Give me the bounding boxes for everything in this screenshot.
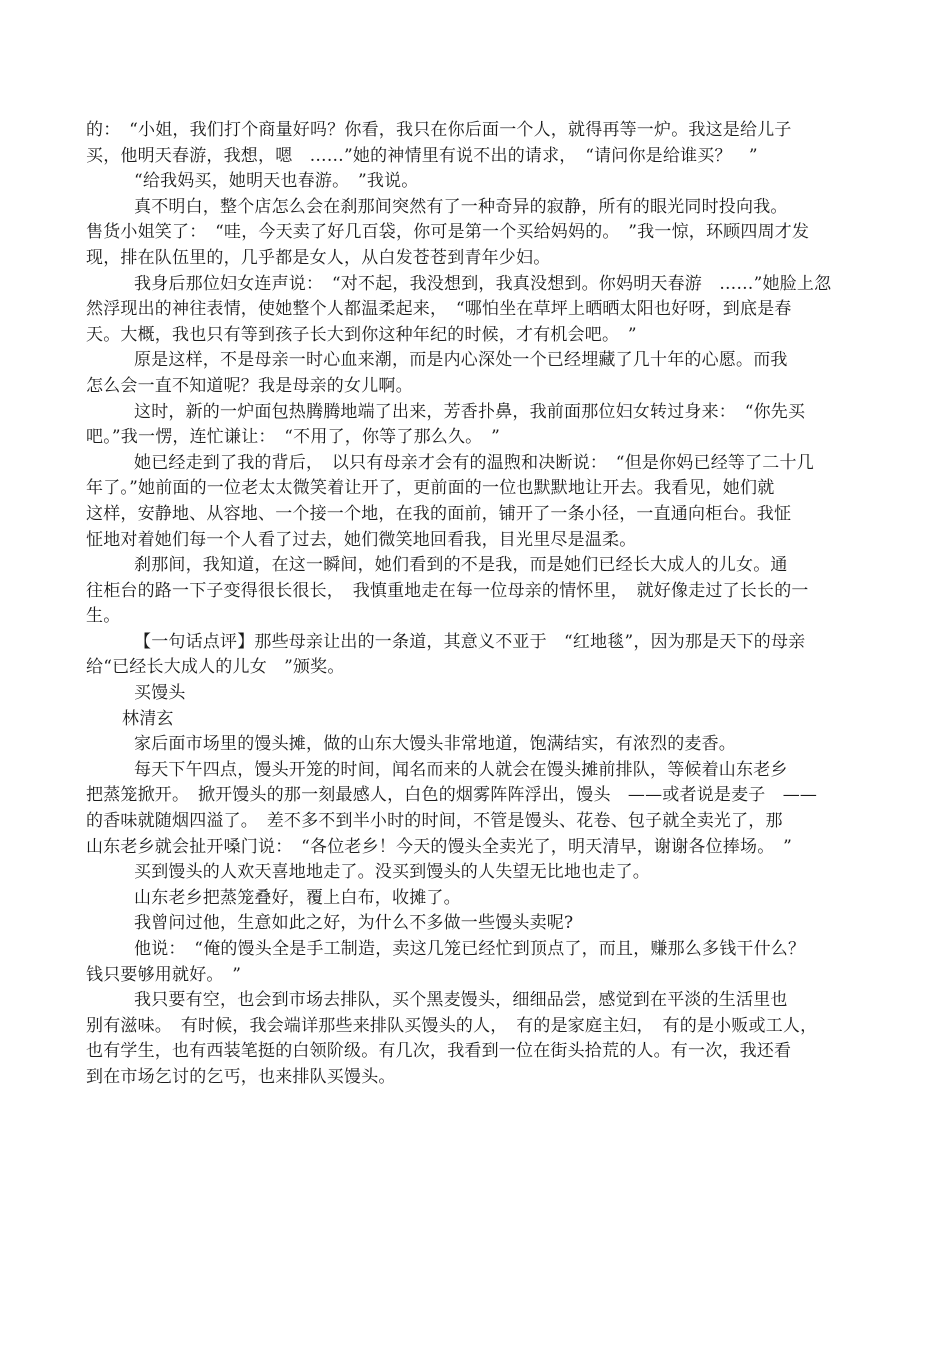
text-line: 他说： “俺的馒头全是手工制造，卖这几笼已经忙到顶点了，而且，赚那么多钱干什么？ [134, 939, 806, 959]
text-line: 吧。”我一愣，连忙谦让： “不用了，你等了那么久。 ” [86, 427, 500, 448]
text-line: 售货小姐笑了： “哇，今天卖了好几百袋，你可是第一个买给妈妈的。 ”我一惊，环顾四周才发 [86, 222, 810, 243]
text-line: 往柜台的路一下子变得很长很长， 我慎重地走在每一位母亲的情怀里， 就好像走过了长长的一 [86, 580, 809, 601]
text-line: 我身后那位妇女连声说： “对不起，我没想到，我真没想到。你妈明天春游 ……”她脸上忽 [134, 273, 832, 294]
text-line: 刹那间，我知道，在这一瞬间，她们看到的不是我，而是她们已经长大成人的儿女。通 [134, 555, 788, 576]
text-line: 年了。”她前面的一位老太太微笑着让开了，更前面的一位也默默地让开去。我看见，她们就 [86, 478, 775, 499]
text-line: 怔地对着她们每一个人看了过去，她们微笑地回看我，目光里尽是温柔。 [86, 529, 637, 550]
text-line: 这时，新的一炉面包热腾腾地端了出来，芳香扑鼻，我前面那位妇女转过身来： “你先买 [134, 401, 806, 422]
text-line: 生。 [86, 606, 121, 627]
text-line: 买，他明天春游，我想，嗯 ……”她的神情里有说不出的请求， “请问你是给谁买？ ” [86, 145, 758, 166]
text-line: 原是这样，不是母亲一时心血来潮，而是内心深处一个已经埋藏了几十年的心愿。而我 [134, 350, 788, 371]
text-line: 山东老乡就会扯开嗓门说： “各位老乡！今天的馒头全卖光了，明天清早，谢谢各位捧场。 ” [86, 836, 792, 857]
text-line: 的： “小姐，我们打个商量好吗？你看，我只在你后面一个人，就得再等一炉。我这是给儿子 [86, 120, 792, 140]
text-line: 我只要有空，也会到市场去排队，买个黑麦馒头，细细品尝，感觉到在平淡的生活里也 [134, 990, 788, 1011]
text-line: 钱只要够用就好。 ” [86, 964, 242, 985]
text-line: 把蒸笼掀开。 掀开馒头的那一刻最感人，白色的烟雾阵阵浮出，馒头 ——或者说是麦子 —— [86, 785, 818, 806]
text-line: 然浮现出的神往表情，使她整个人都温柔起来， “哪怕坐在草坪上晒晒太阳也好呀，到底是春 [86, 299, 792, 320]
text-line: 真不明白，整个店怎么会在刹那间突然有了一种奇异的寂静，所有的眼光同时投向我。 [134, 196, 788, 217]
text-line: 怎么会一直不知道呢？我是母亲的女儿啊。 [86, 375, 413, 396]
text-line: 山东老乡把蒸笼叠好，覆上白布，收摊了。 [134, 887, 461, 908]
text-line: 买馒头 [134, 683, 186, 704]
text-line: 每天下午四点，馒头开笼的时间，闻名而来的人就会在馒头摊前排队，等候着山东老乡 [134, 759, 788, 780]
document-page [86, 118, 866, 1091]
text-line: 也有学生，也有西装笔挺的白领阶级。有几次，我看到一位在街头拾荒的人。有一次，我还看 [86, 1041, 792, 1062]
text-line: 别有滋味。 有时候，我会端详那些来排队买馒头的人， 有的是家庭主妇， 有的是小贩或工人， [86, 1015, 818, 1036]
text-line: 到在市场乞讨的乞丐，也来排队买馒头。 [86, 1066, 396, 1087]
text-line: 【一句话点评】那些母亲让出的一条道，其意义不亚于 “红地毯”，因为那是天下的母亲 [134, 631, 806, 652]
text-line: “给我妈买，她明天也春游。 ”我说。 [134, 171, 419, 192]
text-line: 我曾问过他，生意如此之好，为什么不多做一些馒头卖呢? [134, 913, 574, 934]
text-line: 的香味就随烟四溢了。 差不多不到半小时的时间，不管是馒头、花卷、包子就全卖光了，那 [86, 811, 783, 832]
text-line: 买到馒头的人欢天喜地地走了。没买到馒头的人失望无比地也走了。 [134, 862, 650, 883]
text-line: 林清玄 [122, 708, 174, 729]
text-line: 这样，安静地、从容地、一个接一个地，在我的面前，铺开了一条小径，一直通向柜台。我怔 [86, 503, 792, 524]
text-line: 她已经走到了我的背后， 以只有母亲才会有的温煦和决断说： “但是你妈已经等了二十几 [134, 452, 814, 473]
text-line: 家后面市场里的馒头摊，做的山东大馒头非常地道，饱满结实，有浓烈的麦香。 [134, 734, 736, 755]
text-line: 天。大概，我也只有等到孩子长大到你这种年纪的时候，才有机会吧。 ” [86, 324, 637, 345]
text-line: 现，排在队伍里的，几乎都是女人，从白发苍苍到青年少妇。 [86, 247, 551, 268]
text-line: 给“已经长大成人的儿女 ”颁奖。 [86, 657, 345, 678]
